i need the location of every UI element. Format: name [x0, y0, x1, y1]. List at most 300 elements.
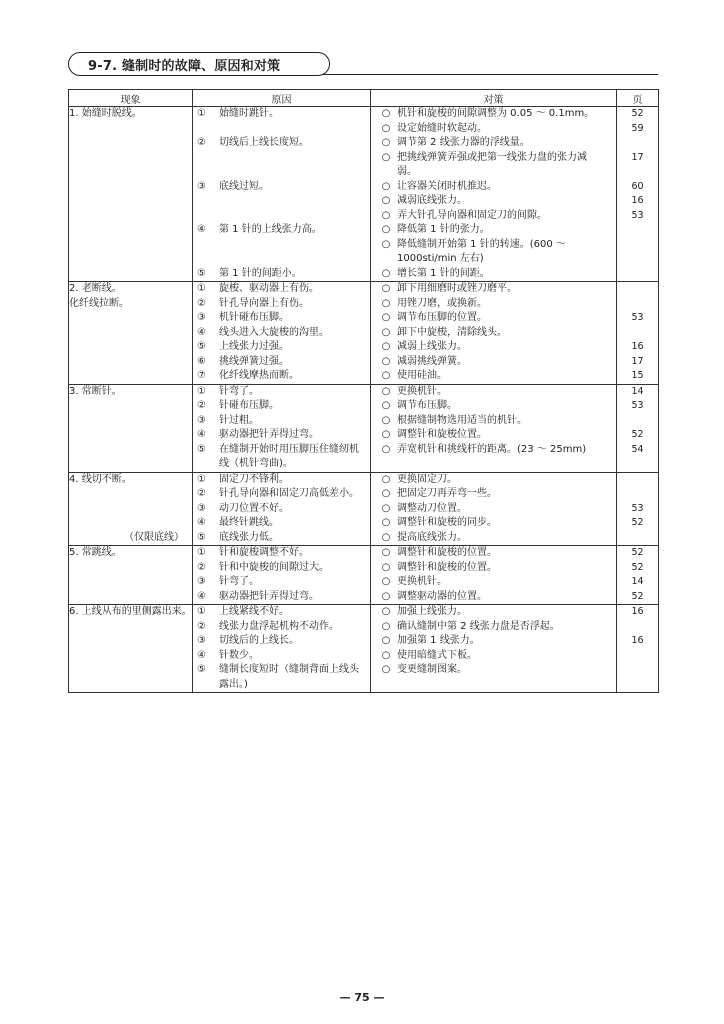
- cause-number: ④: [197, 326, 206, 338]
- bullet-icon: ○: [381, 547, 391, 558]
- bullet-icon: ○: [381, 224, 391, 235]
- cause-number: ③: [197, 414, 206, 426]
- cause-cell: [193, 238, 371, 267]
- fix-cell: [371, 180, 617, 195]
- bullet-icon: ○: [381, 414, 391, 426]
- symptom-text: 2. 老断线。: [69, 283, 122, 294]
- symptom-cell: [69, 122, 193, 137]
- page-ref: 16: [617, 605, 659, 620]
- fix-text: 使用硅油。: [397, 370, 447, 381]
- fix-text: 卸下用细磨时或锉刀磨平。: [397, 283, 517, 294]
- page-ref: [617, 620, 659, 635]
- cause-text: 针数少。: [219, 649, 259, 661]
- fix-text: 降低缝制开始第 1 针的转速。(600 ～ 1000sti/min 左右): [397, 238, 566, 264]
- fix-text: 调整驱动器的位置。: [397, 590, 487, 602]
- symptom-text: 1. 始缝时脱线。: [69, 108, 142, 119]
- cause-cell: [193, 414, 371, 429]
- cause-text: 底线过短。: [219, 180, 269, 192]
- cause-cell: [193, 605, 371, 620]
- fix-text: 变更缝制图案。: [397, 664, 467, 675]
- table-row: [69, 605, 659, 620]
- cause-number: ④: [197, 517, 206, 528]
- page-ref: [617, 136, 659, 151]
- symptom-cell: [69, 107, 193, 122]
- cause-cell: [193, 326, 371, 341]
- cause-text: 动刀位置不好。: [219, 502, 289, 514]
- table-row: [69, 472, 659, 487]
- symptom-cell: [69, 340, 193, 355]
- cause-text: 上线张力过强。: [219, 341, 289, 352]
- page-ref: 14: [617, 575, 659, 590]
- cause-cell: [193, 502, 371, 517]
- cause-cell: [193, 472, 371, 487]
- table-row: [69, 282, 659, 297]
- cause-cell: [193, 122, 371, 137]
- cause-number: ②: [197, 488, 206, 499]
- fix-text: 调节布压脚的位置。: [397, 312, 487, 323]
- fix-cell: [371, 487, 617, 502]
- cause-number: ⑤: [197, 664, 206, 675]
- page-ref: 59: [617, 122, 659, 137]
- symptom-cell: [69, 649, 193, 664]
- table-row: [69, 590, 659, 605]
- bullet-icon: ○: [381, 122, 391, 134]
- table-row: [69, 311, 659, 326]
- table-row: [69, 369, 659, 384]
- cause-text: 化纤线摩热而断。: [219, 370, 299, 381]
- bullet-icon: ○: [381, 606, 391, 617]
- page-ref: 17: [617, 151, 659, 180]
- table-row: [69, 384, 659, 399]
- page-ref: 54: [617, 443, 659, 473]
- table-row: [69, 516, 659, 531]
- fix-text: 减弱底线张力。: [397, 195, 467, 206]
- cause-cell: [193, 136, 371, 151]
- cause-number: ③: [197, 502, 206, 514]
- fix-cell: [371, 122, 617, 137]
- cause-text: 缝制长度短时（缝制背面上线头露出。): [219, 664, 359, 690]
- fix-text: 调节第 2 线张力器的浮线量。: [397, 137, 530, 148]
- page-ref: 60: [617, 180, 659, 195]
- cause-number: ⑤: [197, 531, 206, 543]
- fix-cell: [371, 238, 617, 267]
- fix-text: 调整针和旋梭的位置。: [397, 547, 497, 558]
- fix-text: 增长第 1 针的间距。: [397, 267, 490, 279]
- table-row: [69, 561, 659, 576]
- fix-cell: [371, 561, 617, 576]
- page-ref: 53: [617, 502, 659, 517]
- fix-cell: [371, 620, 617, 635]
- symptom-text: 4. 线切不断。: [69, 473, 132, 485]
- cause-cell: [193, 223, 371, 238]
- section-rule: [323, 74, 658, 75]
- cause-cell: [193, 209, 371, 224]
- fix-cell: [371, 649, 617, 664]
- symptom-text: 3. 常断针。: [69, 385, 122, 397]
- cause-number: ①: [197, 385, 206, 397]
- table-row: [69, 267, 659, 282]
- cause-text: 旋梭、驱动器上有伤。: [219, 283, 319, 294]
- page-ref: 16: [617, 194, 659, 209]
- cause-text: 上线紧线不好。: [219, 606, 289, 617]
- header-cause: 原因: [193, 90, 371, 107]
- cause-cell: [193, 340, 371, 355]
- cause-text: 线张力盘浮起机构不动作。: [219, 620, 339, 632]
- fix-cell: [371, 151, 617, 180]
- page-ref: 53: [617, 311, 659, 326]
- cause-number: ⑤: [197, 341, 206, 352]
- table-header-row: [69, 90, 659, 107]
- symptom-cell: [69, 151, 193, 180]
- page-ref: [617, 238, 659, 267]
- page-ref: 52: [617, 561, 659, 576]
- cause-number: ①: [197, 547, 206, 558]
- cause-cell: [193, 180, 371, 195]
- cause-cell: [193, 663, 371, 693]
- bullet-icon: ○: [381, 370, 391, 381]
- cause-cell: [193, 443, 371, 473]
- table-row: [69, 355, 659, 370]
- page-ref: [617, 487, 659, 502]
- page-ref: 17: [617, 355, 659, 370]
- page-ref: 53: [617, 209, 659, 224]
- page-ref: [617, 649, 659, 664]
- fix-cell: [371, 663, 617, 693]
- symptom-cell: [69, 575, 193, 590]
- cause-text: 最终针跳线。: [219, 517, 279, 528]
- fix-cell: [371, 502, 617, 517]
- cause-number: ③: [197, 312, 206, 323]
- cause-cell: [193, 634, 371, 649]
- fix-text: 用锉刀磨，或换新。: [397, 297, 487, 309]
- symptom-cell: [69, 605, 193, 620]
- fix-cell: [371, 355, 617, 370]
- bullet-icon: ○: [381, 267, 391, 279]
- symptom-cell: [69, 399, 193, 414]
- table-row: [69, 326, 659, 341]
- symptom-cell: [69, 297, 193, 312]
- symptom-cell: [69, 326, 193, 341]
- cause-cell: [193, 369, 371, 384]
- cause-number: ②: [197, 561, 206, 573]
- cause-text: 针弯了。: [219, 385, 259, 397]
- symptom-cell: [69, 311, 193, 326]
- page-ref: 15: [617, 369, 659, 384]
- symptom-cell: [69, 209, 193, 224]
- cause-cell: [193, 516, 371, 531]
- cause-number: ③: [197, 180, 206, 192]
- fix-text: 更换机针。: [397, 576, 447, 587]
- symptom-cell: [69, 472, 193, 487]
- fix-text: 调节布压脚。: [397, 400, 457, 411]
- page-ref: 52: [617, 107, 659, 122]
- bullet-icon: ○: [381, 531, 391, 543]
- cause-text: 针和中旋梭的间隙过大。: [219, 561, 329, 573]
- cause-number: ⑦: [197, 370, 206, 381]
- symptom-cell: [69, 502, 193, 517]
- header-page: 页: [617, 90, 659, 107]
- table-row: [69, 340, 659, 355]
- symptom-cell: [69, 267, 193, 282]
- symptom-cell: [69, 620, 193, 635]
- page-ref: [617, 223, 659, 238]
- symptom-cell: [69, 516, 193, 531]
- page-ref: 52: [617, 546, 659, 561]
- symptom-cell: [69, 369, 193, 384]
- bullet-icon: ○: [381, 561, 391, 573]
- symptom-cell: [69, 531, 193, 546]
- bullet-icon: ○: [381, 283, 391, 294]
- cause-text: 驱动器把针弄得过弯。: [219, 590, 319, 602]
- fix-text: 更换固定刀。: [397, 473, 457, 485]
- bullet-icon: ○: [381, 137, 391, 148]
- header-symptom: 现象: [69, 90, 193, 107]
- symptom-cell: [69, 384, 193, 399]
- symptom-text: 化纤线拉断。: [69, 297, 129, 309]
- symptom-cell: [69, 546, 193, 561]
- cause-number: ③: [197, 576, 206, 587]
- fix-cell: [371, 428, 617, 443]
- fix-text: 调整针和旋梭的同步。: [397, 517, 497, 528]
- page-ref: [617, 663, 659, 693]
- fix-cell: [371, 340, 617, 355]
- page-ref: 16: [617, 634, 659, 649]
- symptom-cell: [69, 238, 193, 267]
- bullet-icon: ○: [381, 620, 391, 632]
- symptom-cell: [69, 136, 193, 151]
- section-header: [68, 52, 658, 80]
- cause-text: 固定刀不锋利。: [219, 473, 289, 485]
- cause-text: 在缝制开始时用压脚压住缝纫机线（机针弯曲)。: [219, 443, 359, 469]
- cause-text: 线头进入大旋梭的沟里。: [219, 326, 329, 338]
- fix-text: 卸下中旋梭，清除线头。: [397, 326, 507, 338]
- symptom-cell: [69, 561, 193, 576]
- fix-cell: [371, 194, 617, 209]
- fix-text: 减弱上线张力。: [397, 341, 467, 352]
- page-ref: 16: [617, 340, 659, 355]
- cause-number: ①: [197, 473, 206, 485]
- page-ref: [617, 472, 659, 487]
- cause-text: 第 1 针的间距小。: [219, 267, 302, 279]
- symptom-text: （仅限底线）: [124, 531, 184, 543]
- fix-cell: [371, 136, 617, 151]
- cause-number: ①: [197, 606, 206, 617]
- bullet-icon: ○: [381, 400, 391, 411]
- table-row: [69, 443, 659, 473]
- bullet-icon: ○: [381, 355, 391, 367]
- bullet-icon: ○: [381, 664, 391, 675]
- cause-text: 针过粗。: [219, 414, 259, 426]
- bullet-icon: ○: [381, 326, 391, 338]
- cause-cell: [193, 649, 371, 664]
- cause-cell: [193, 620, 371, 635]
- symptom-cell: [69, 443, 193, 473]
- fix-text: 设定始缝时软起动。: [397, 122, 487, 134]
- page-ref: [617, 531, 659, 546]
- symptom-cell: [69, 663, 193, 693]
- fix-cell: [371, 326, 617, 341]
- fix-cell: [371, 516, 617, 531]
- bullet-icon: ○: [381, 297, 391, 309]
- fix-text: 使用暗缝式下板。: [397, 649, 477, 661]
- cause-cell: [193, 546, 371, 561]
- table-row: [69, 575, 659, 590]
- bullet-icon: ○: [381, 649, 391, 661]
- cause-number: ④: [197, 649, 206, 661]
- cause-number: ②: [197, 137, 206, 148]
- cause-cell: [193, 267, 371, 282]
- fix-text: 加强第 1 线张力。: [397, 635, 480, 646]
- cause-cell: [193, 297, 371, 312]
- cause-text: 始缝时跳针。: [219, 108, 279, 119]
- fix-cell: [371, 107, 617, 122]
- page-ref: 52: [617, 516, 659, 531]
- symptom-cell: [69, 590, 193, 605]
- fix-cell: [371, 223, 617, 238]
- symptom-text: 6. 上线从布的里侧露出来。: [69, 606, 192, 617]
- cause-text: 第 1 针的上线张力高。: [219, 224, 322, 235]
- bullet-icon: ○: [381, 209, 391, 221]
- fix-cell: [371, 311, 617, 326]
- cause-number: ⑤: [197, 443, 206, 455]
- table-row: [69, 399, 659, 414]
- fix-text: 更换机针。: [397, 385, 447, 397]
- bullet-icon: ○: [381, 385, 391, 397]
- symptom-cell: [69, 355, 193, 370]
- fix-cell: [371, 414, 617, 429]
- fix-cell: [371, 605, 617, 620]
- fix-cell: [371, 531, 617, 546]
- table-row: [69, 546, 659, 561]
- cause-number: ⑥: [197, 355, 206, 367]
- page-ref: 52: [617, 590, 659, 605]
- fix-cell: [371, 384, 617, 399]
- cause-cell: [193, 151, 371, 180]
- cause-number: ②: [197, 620, 206, 632]
- table-row: [69, 151, 659, 180]
- fix-text: 加强上线张力。: [397, 606, 467, 617]
- cause-text: 针孔导向器和固定刀高低差小。: [219, 488, 359, 499]
- table-row: [69, 297, 659, 312]
- cause-cell: [193, 384, 371, 399]
- bullet-icon: ○: [381, 517, 391, 528]
- cause-cell: [193, 311, 371, 326]
- table-row: [69, 194, 659, 209]
- section-title: 9-7. 缝制时的故障、原因和对策: [88, 59, 281, 74]
- symptom-cell: [69, 487, 193, 502]
- symptom-cell: [69, 282, 193, 297]
- page-ref: 53: [617, 399, 659, 414]
- bullet-icon: ○: [381, 443, 391, 455]
- cause-number: ③: [197, 635, 206, 646]
- symptom-cell: [69, 634, 193, 649]
- fix-text: 提高底线张力。: [397, 531, 467, 543]
- cause-text: 机针碰布压脚。: [219, 312, 289, 323]
- cause-text: 针和旋梭调整不好。: [219, 547, 309, 558]
- table-row: [69, 122, 659, 137]
- fix-cell: [371, 369, 617, 384]
- fix-text: 机针和旋梭的间隙调整为 0.05 ～ 0.1mm。: [397, 108, 595, 119]
- fix-text: 降低第 1 针的张力。: [397, 224, 490, 235]
- table-row: [69, 620, 659, 635]
- fix-cell: [371, 575, 617, 590]
- fix-text: 把固定刀再弄弯一些。: [397, 488, 497, 499]
- cause-number: ⑤: [197, 267, 206, 279]
- cause-cell: [193, 107, 371, 122]
- cause-cell: [193, 590, 371, 605]
- page-ref: 14: [617, 384, 659, 399]
- page-ref: [617, 267, 659, 282]
- fix-cell: [371, 282, 617, 297]
- table-row: [69, 649, 659, 664]
- fix-cell: [371, 634, 617, 649]
- bullet-icon: ○: [381, 151, 391, 163]
- bullet-icon: ○: [381, 473, 391, 485]
- cause-text: 切线后上线长度短。: [219, 137, 309, 148]
- header-fix: 对策: [371, 90, 617, 107]
- cause-text: 驱动器把针弄得过弯。: [219, 429, 319, 440]
- fix-cell: [371, 472, 617, 487]
- table-row: [69, 107, 659, 122]
- cause-text: 针孔导向器上有伤。: [219, 297, 309, 309]
- bullet-icon: ○: [381, 195, 391, 206]
- table-row: [69, 531, 659, 546]
- table-row: [69, 634, 659, 649]
- table-row: [69, 238, 659, 267]
- cause-number: ①: [197, 108, 206, 119]
- fix-cell: [371, 209, 617, 224]
- fix-text: 把挑线弹簧弄强或把第一线张力盘的张力减弱。: [397, 151, 587, 177]
- page-ref: [617, 326, 659, 341]
- bullet-icon: ○: [381, 502, 391, 514]
- page-ref: [617, 282, 659, 297]
- table-row: [69, 180, 659, 195]
- fix-text: 调整针和旋梭位置。: [397, 429, 487, 440]
- fix-text: 让容器关闭时机推迟。: [397, 180, 497, 192]
- symptom-cell: [69, 414, 193, 429]
- cause-cell: [193, 531, 371, 546]
- bullet-icon: ○: [381, 488, 391, 499]
- cause-number: ④: [197, 224, 206, 235]
- bullet-icon: ○: [381, 635, 391, 646]
- symptom-cell: [69, 180, 193, 195]
- cause-cell: [193, 487, 371, 502]
- symptom-cell: [69, 428, 193, 443]
- fix-cell: [371, 546, 617, 561]
- fix-cell: [371, 297, 617, 312]
- cause-cell: [193, 561, 371, 576]
- cause-number: ①: [197, 283, 206, 294]
- symptom-cell: [69, 223, 193, 238]
- cause-number: ④: [197, 590, 206, 602]
- bullet-icon: ○: [381, 312, 391, 323]
- cause-cell: [193, 355, 371, 370]
- table-row: [69, 663, 659, 693]
- cause-text: 挑线弹簧过强。: [219, 355, 289, 367]
- bullet-icon: ○: [381, 576, 391, 587]
- fix-text: 根据缝制物选用适当的机针。: [397, 414, 527, 426]
- bullet-icon: ○: [381, 590, 391, 602]
- table-row: [69, 487, 659, 502]
- fix-cell: [371, 590, 617, 605]
- bullet-icon: ○: [381, 108, 391, 119]
- page-number: — 75 —: [339, 991, 385, 1004]
- table-row: [69, 428, 659, 443]
- fault-table-body: [69, 107, 659, 693]
- fix-cell: [371, 267, 617, 282]
- cause-text: 底线张力低。: [219, 531, 279, 543]
- bullet-icon: ○: [381, 429, 391, 440]
